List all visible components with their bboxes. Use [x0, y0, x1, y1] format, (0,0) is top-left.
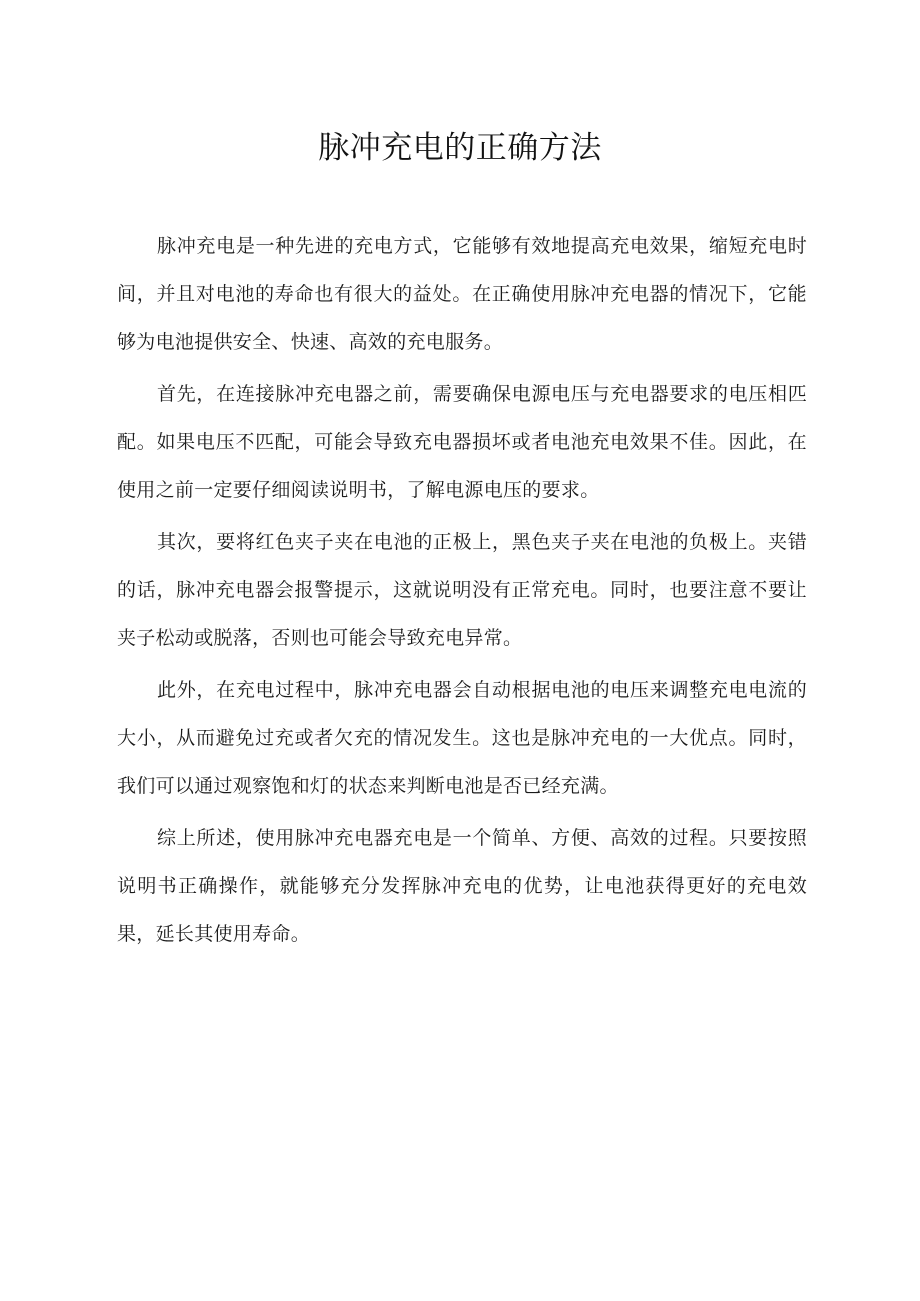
document-title: 脉冲充电的正确方法 [318, 130, 602, 166]
paragraph-clamp-connection: 其次，要将红色夹子夹在电池的正极上，黑色夹子夹在电池的负极上。夹错的话，脉冲充电器会报警提示，这就说明没有正常充电。同时，也要注意不要让夹子松动或脱落，否则也可能会导致充电异常。 [117, 531, 807, 649]
paragraph-voltage-check: 首先，在连接脉冲充电器之前，需要确保电源电压与充电器要求的电压相匹配。如果电压不匹配，可能会导致充电器损坏或者电池充电效果不佳。因此，在使用之前一定要仔细阅读说明书，了解电源电压的要求。 [117, 383, 807, 501]
paragraph-charging-process: 此外，在充电过程中，脉冲充电器会自动根据电池的电压来调整充电电流的大小，从而避免过充或者欠充的情况发生。这也是脉冲充电的一大优点。同时，我们可以通过观察饱和灯的状态来判断电池是否已经充满。 [117, 679, 807, 797]
paragraph-intro: 脉冲充电是一种先进的充电方式，它能够有效地提高充电效果，缩短充电时间，并且对电池的寿命也有很大的益处。在正确使用脉冲充电器的情况下，它能够为电池提供安全、快速、高效的充电服务。 [117, 235, 807, 353]
paragraph-summary: 综上所述，使用脉冲充电器充电是一个简单、方便、高效的过程。只要按照说明书正确操作，就能够充分发挥脉冲充电的优势，让电池获得更好的充电效果，延长其使用寿命。 [117, 827, 807, 945]
document-body [117, 222, 807, 962]
